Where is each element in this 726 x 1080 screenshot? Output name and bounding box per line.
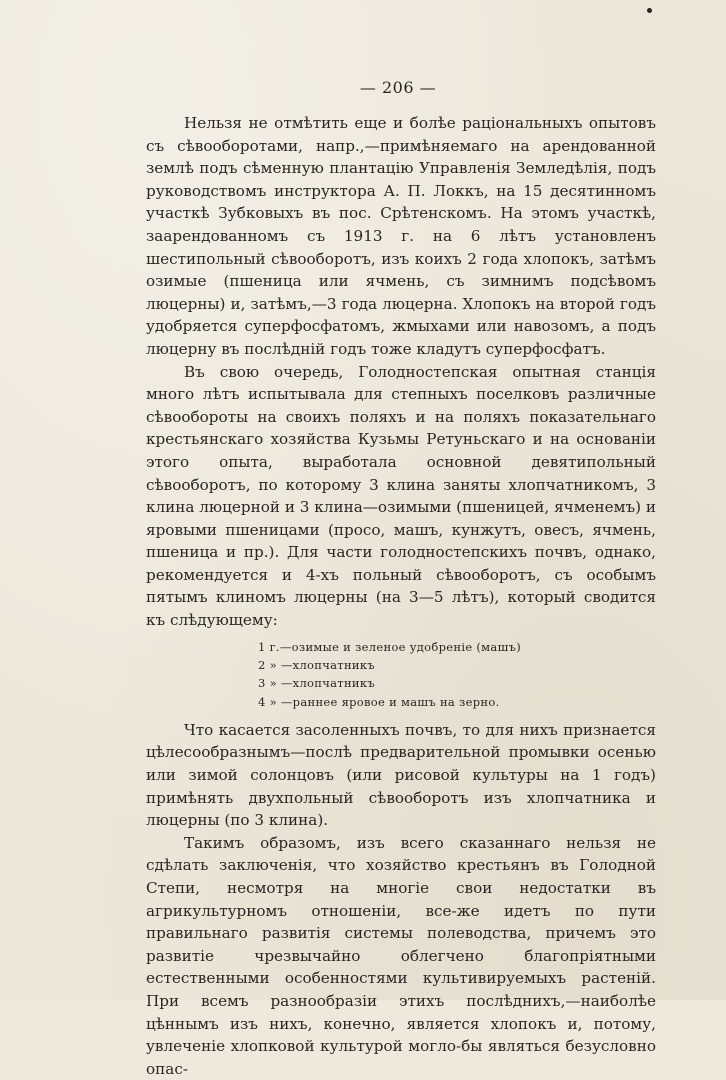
page-number: — 206 — (359, 78, 437, 97)
paragraph-3: Что касается засоленныхъ почвъ, то для нихъ признается цѣлесообразнымъ—послѣ предварительной промывки осенью или зимой солонцовъ (или рисовой культуры на 1 годъ) примѣнять двухпольный сѣвооборотъ изъ хлопчатника и люцерны (по 3 клина). (146, 720, 656, 830)
corner-ink-mark (647, 8, 652, 13)
crop-rotation-list (258, 638, 656, 711)
paragraph-4: Такимъ образомъ, изъ всего сказаннаго нельзя не сдѣлать заключенія, что хозяйство крестьянъ въ Голодной Степи, несмотря на многіе свои недостатки въ агрикультурномъ отношеніи, все-же идетъ по пути правильнаго развитія системы полеводства, причемъ это развитіе чрезвычайно облегчено благопріятными естественными особенностями культивируемыхъ растеній. При всемъ разнообразіи этихъ послѣднихъ,—наиболѣе цѣннымъ изъ нихъ, конечно, является хлопокъ и, потому, увлеченіе хлопковой культурой могло-бы являться безусловно опас- (146, 833, 656, 1078)
rotation-item-3: 3 » —хлопчатникъ (258, 676, 375, 691)
rotation-item-2: 2 » —хлопчатникъ (258, 657, 375, 672)
page-body (146, 112, 656, 1080)
rotation-item-1: 1 г.—озимые и зеленое удобреніе (машъ) (258, 639, 521, 654)
rotation-item-4: 4 » —раннее яровое и машъ на зерно. (258, 694, 500, 709)
paragraph-2: Въ свою очередь, Голодностепская опытная станція много лѣтъ испытывала для степныхъ поселковъ различные сѣвообороты на своихъ поляхъ и на поляхъ показательнаго крестьянскаго хозяйства Кузьмы Ретуньскаго и на основаніи этого опыта, выработала основной девятипольный сѣвооборотъ, по которому 3 клина заняты хлопчатникомъ, 3 клина люцерной и 3 клина—озимыми (пшеницей, ячменемъ) и яровыми пшеницами (просо, машъ, кунжутъ, овесъ, ячмень, пшеница и пр.). Для части голодностепскихъ почвъ, однако, рекомендуется и 4-хъ польный сѣвооборотъ, съ особымъ пятымъ клиномъ люцерны (на 3—5 лѣтъ), который сводится къ слѣдующему: (146, 362, 656, 630)
paragraph-1: Нельзя не отмѣтить еще и болѣе раціональныхъ опытовъ съ сѣвооборотами, напр.,—примѣняемаго на арендованной землѣ подъ сѣменную плантацію Управленія Земледѣлія, подъ руководствомъ инструктора А. П. Локкъ, на 15 десятинномъ участкѣ Зубковыхъ въ пос. Срѣтенскомъ. На этомъ участкѣ, заарендованномъ съ 1913 г. на 6 лѣтъ установленъ шестипольный сѣвооборотъ, изъ коихъ 2 года хлопокъ, затѣмъ озимые (пшеница или ячмень, съ зимнимъ подсѣвомъ люцерны) и, затѣмъ,—3 года люцерна. Хлопокъ на второй годъ удобряется суперфосфатомъ, жмыхами или навозомъ, а подъ люцерну въ послѣдній годъ тоже кладутъ суперфосфатъ. (146, 114, 656, 358)
